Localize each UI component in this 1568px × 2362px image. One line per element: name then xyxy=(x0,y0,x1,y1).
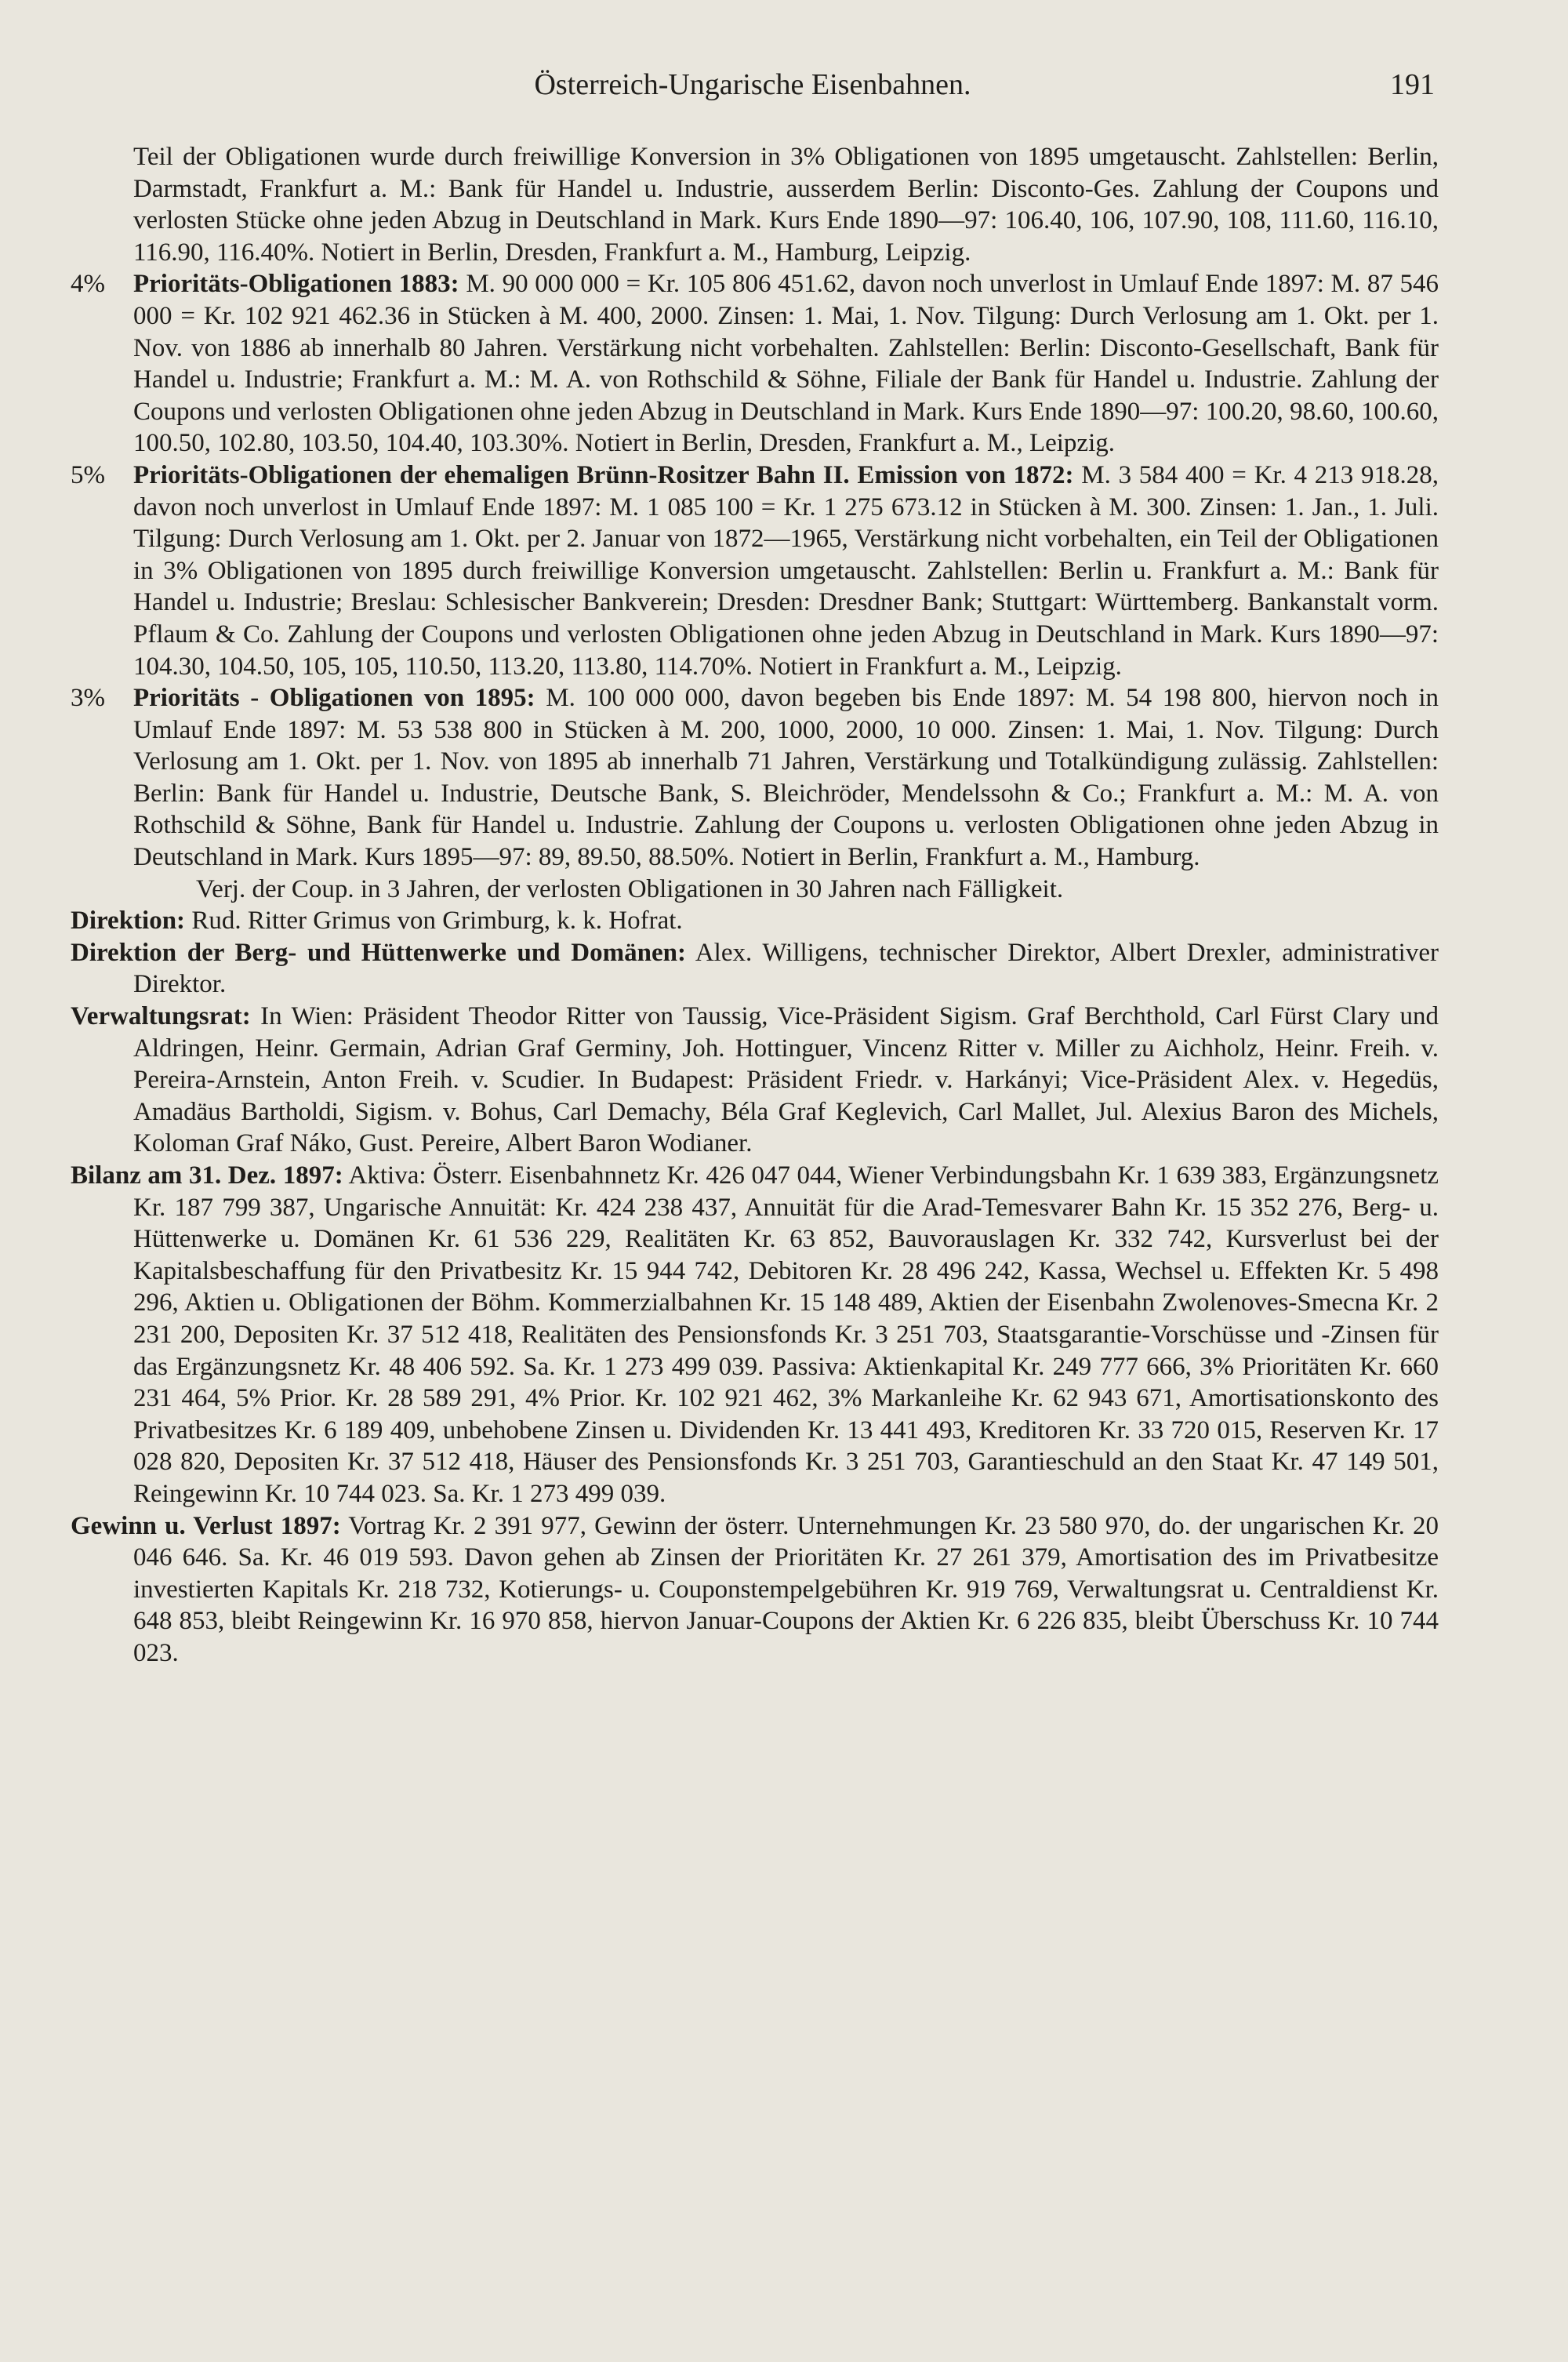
running-title: Österreich-Ungarische Eisenbahnen. xyxy=(534,68,971,101)
entry-heading: Prioritäts-Obligationen 1883: xyxy=(133,270,459,299)
entry-text: Aktiva: Österr. Eisenbahnnetz Kr. 426 047 044, Wiener Verbindungsbahn Kr. 1 639 383, Ergänzungsnetz Kr. 187 799 387, Ungarische Annuität: Kr. 424 238 437, Annuität für die Arad-Temesvarer Bahn Kr. 15 352 276, Berg- u. Hüttenwerke u. Domänen Kr. 61 536 229, Realitäten Kr. 63 852, Bauvorauslagen Kr. 332 742, Kursverlust bei der Kapitalsbeschaffung für den Privatbesitz Kr. 15 944 742, Debitoren Kr. 28 496 242, Kassa, Wechsel u. Effekten Kr. 5 498 296, Aktien u. Obligationen der Böhm. Kommerzialbahnen Kr. 15 148 489, Aktien der Eisenbahn Zwolenoves-Smecna Kr. 2 231 200, Depositen Kr. 37 512 418, Realitäten des Pensionsfonds Kr. 3 251 703, Staatsgarantie-Vorschüsse und -Zinsen für das Ergänzungsnetz Kr. 48 406 592. Sa. Kr. 1 273 499 039. Passiva: Aktienkapital Kr. 249 777 666, 3% Prioritäten Kr. 660 231 464, 5% Prior. Kr. 28 589 291, 4% Prior. Kr. 102 921 462, 3% Markanleihe Kr. 62 943 671, Amortisationskonto des Privatbesitzes Kr. 6 189 409, unbehobene Zinsen u. Dividenden Kr. 13 441 493, Kreditoren Kr. 33 720 015, Reserven Kr. 17 028 820, Depositen Kr. 37 512 418, Häuser des Pensionsfonds Kr. 3 251 703, Garantieschuld an den Staat Kr. 47 149 501, Reingewinn Kr. 10 744 023. Sa. Kr. 1 273 499 039. xyxy=(133,1161,1439,1508)
entry-text: M. 90 000 000 = Kr. 105 806 451.62, davon noch unverlost in Umlauf Ende 1897: M. 87 546 000 = Kr. 102 921 462.36 in Stücken à M. 400, 2000. Zinsen: 1. Mai, 1. Nov. Tilgung: Durch Verlosung am 1. Okt. per 1. Nov. von 1886 ab innerhalb 80 Jahren. Verstärkung nicht vorbehalten. Zahlstellen: Berlin: Disconto-Gesellschaft, Bank für Handel u. Industrie; Frankfurt a. M.: M. A. von Rothschild & Söhne, Filiale der Bank für Handel u. Industrie. Zahlung der Coupons und verlosten Obligationen ohne jeden Abzug in Deutschland in Mark. Kurs Ende 1890—97: 100.20, 98.60, 100.60, 100.50, 102.80, 103.50, 104.40, 103.30%. Notiert in Berlin, Dresden, Frankfurt a. M., Leipzig. xyxy=(133,270,1439,458)
entry-heading: Prioritäts-Obligationen der ehemaligen Brünn-Rositzer Bahn II. Emission von 1872: xyxy=(133,460,1074,489)
interest-rate: 4% xyxy=(71,270,105,299)
paragraph-4pct-obligations-1883 xyxy=(71,268,1439,460)
entry-text: M. 3 584 400 = Kr. 4 213 918.28, davon noch unverlost in Umlauf Ende 1897: M. 1 085 100 = Kr. 1 275 673.12 in Stücken à M. 300. Zinsen: 1. Jan., 1. Juli. Tilgung: Durch Verlosung am 1. Okt. per 2. Januar von 1872—1965, Verstärkung nicht vorbehalten, ein Teil der Obligationen in 3% Obligationen von 1895 durch freiwillige Konversion umgetauscht. Zahlstellen: Berlin u. Frankfurt a. M.: Bank für Handel u. Industrie; Breslau: Schlesischer Bankverein; Dresden: Dresdner Bank; Stuttgart: Württemberg. Bankanstalt vorm. Pflaum & Co. Zahlung der Coupons und verlosten Obligationen ohne jeden Abzug in Deutschland in Mark. Kurs 1890—97: 104.30, 104.50, 105, 105, 110.50, 113.20, 113.80, 114.70%. Notiert in Frankfurt a. M., Leipzig. xyxy=(133,460,1439,681)
entry-heading: Direktion: xyxy=(71,907,186,936)
interest-rate: 5% xyxy=(71,460,105,489)
entry-text: Alex. Willigens, technischer Direktor, Albert Drexler, administrativer Direktor. xyxy=(133,938,1439,999)
paragraph-limitation-note: Verj. der Coup. in 3 Jahren, der verlosten Obligationen in 30 Jahren nach Fälligkeit. xyxy=(196,874,1064,903)
paragraph-direktion-berg-huetten xyxy=(71,937,1439,1001)
paragraph-gewinn-verlust xyxy=(71,1510,1439,1670)
entry-heading: Direktion der Berg- und Hüttenwerke und Domänen: xyxy=(71,938,686,967)
entry-heading: Prioritäts - Obligationen von 1895: xyxy=(133,684,535,713)
entry-text: Rud. Ritter Grimus von Grimburg, k. k. Hofrat. xyxy=(191,907,683,936)
page-body xyxy=(71,141,1439,1670)
paragraph-3pct-obligations-1895 xyxy=(71,682,1439,874)
entry-text: In Wien: Präsident Theodor Ritter von Taussig, Vice-Präsident Sigism. Graf Berchthold, Carl Fürst Clary und Aldringen, Heinr. Germain, Adrian Graf Germiny, Joh. Hottinguer, Vincenz Ritter v. Miller zu Aichholz, Heinr. Freih. v. Pereira-Arnstein, Anton Freih. v. Scudier. In Budapest: Präsident Friedr. v. Harkányi; Vice-Präsident Alex. v. Hegedüs, Amadäus Bartholdi, Sigism. v. Bohus, Carl Demachy, Béla Graf Keglevich, Carl Mallet, Jul. Alexius Baron des Michels, Koloman Graf Náko, Gust. Pereire, Albert Baron Wodianer. xyxy=(133,1002,1439,1158)
entry-text: Vortrag Kr. 2 391 977, Gewinn der österr. Unternehmungen Kr. 23 580 970, do. der ungarischen Kr. 20 046 646. Sa. Kr. 46 019 593. Davon gehen ab Zinsen der Prioritäten Kr. 27 261 379, Amortisation des im Privatbesitze investierten Kapitals Kr. 218 732, Kotierungs- u. Couponstempelgebühren Kr. 919 769, Verwaltungsrat u. Centraldienst Kr. 648 853, bleibt Reingewinn Kr. 16 970 858, hiervon Januar-Coupons der Aktien Kr. 6 226 835, bleibt Überschuss Kr. 10 744 023. xyxy=(133,1511,1439,1667)
paragraph-continuation: Teil der Obligationen wurde durch freiwillige Konversion in 3% Obligationen von 1895 umgetauscht. Zahlstellen: Berlin, Darmstadt, Frankfurt a. M.: Bank für Handel u. Industrie, ausserdem Berlin: Disconto-Ges. Zahlung der Coupons und verlosten Stücke ohne jeden Abzug in Deutschland in Mark. Kurs Ende 1890—97: 106.40, 106, 107.90, 108, 111.60, 116.10, 116.90, 116.40%. Notiert in Berlin, Dresden, Frankfurt a. M., Hamburg, Leipzig. xyxy=(133,143,1439,267)
entry-heading: Gewinn u. Verlust 1897: xyxy=(71,1511,341,1540)
entry-heading: Verwaltungsrat: xyxy=(71,1002,251,1031)
paragraph-5pct-bruenn-rositzer xyxy=(71,460,1439,682)
paragraph-verwaltungsrat xyxy=(71,1001,1439,1160)
entry-text: M. 100 000 000, davon begeben bis Ende 1897: M. 54 198 800, hiervon noch in Umlauf Ende 1897: M. 53 538 800 in Stücken à M. 200, 1000, 2000, 10 000. Zinsen: 1. Mai, 1. Nov. Tilgung: Durch Verlosung am 1. Okt. per 1. Nov. von 1895 ab innerhalb 71 Jahren, Verstärkung und Totalkündigung zulässig. Zahlstellen: Berlin: Bank für Handel u. Industrie, Deutsche Bank, S. Bleichröder, Mendelssohn & Co.; Frankfurt a. M.: M. A. von Rothschild & Söhne, Bank für Handel u. Industrie. Zahlung der Coupons u. verlosten Obligationen ohne jeden Abzug in Deutschland in Mark. Kurs 1895—97: 89, 89.50, 88.50%. Notiert in Berlin, Frankfurt a. M., Hamburg. xyxy=(133,684,1439,872)
paragraph-direktion xyxy=(71,905,1439,937)
paragraph-bilanz xyxy=(71,1160,1439,1510)
interest-rate: 3% xyxy=(71,684,105,713)
entry-heading: Bilanz am 31. Dez. 1897: xyxy=(71,1161,343,1190)
page-number: 191 xyxy=(1390,68,1435,101)
